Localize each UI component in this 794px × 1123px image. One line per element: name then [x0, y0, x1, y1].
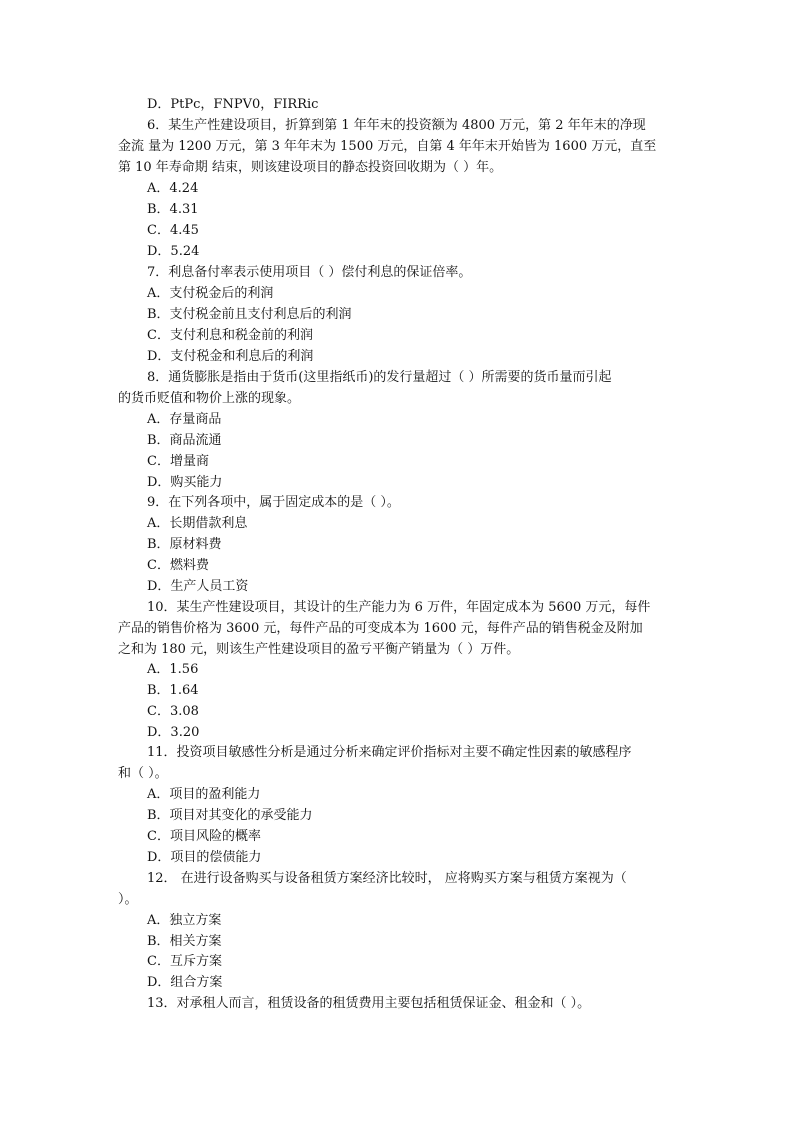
q7-option-b: B．支付税金前且支付利息后的利润: [147, 307, 352, 322]
q9-option-a: A．长期借款利息: [147, 516, 248, 531]
question-7-line-1: 7．利息备付率表示使用项目（ ）偿付利息的保证倍率。: [147, 265, 472, 280]
q10-option-a: A．1.56: [147, 662, 199, 677]
q8-option-d: D．购买能力: [147, 475, 223, 490]
question-6-line-3: 第 10 年寿命期 结束，则该建设项目的静态投资回收期为（ ）年。: [118, 160, 503, 175]
q12-option-b: B．相关方案: [147, 934, 222, 949]
q9-option-b: B．原材料费: [147, 537, 222, 552]
q12-option-d: D．组合方案: [147, 975, 223, 990]
question-9-line-1: 9．在下列各项中，属于固定成本的是（ ）。: [147, 495, 400, 510]
q11-option-a: A．项目的盈利能力: [147, 787, 261, 802]
q10-option-d: D．3.20: [147, 725, 200, 740]
q7-option-a: A．支付税金后的利润: [147, 286, 274, 301]
q9-option-d: D．生产人员工资: [147, 579, 249, 594]
q10-option-b: B．1.64: [147, 683, 199, 698]
q6-option-a: A．4.24: [147, 181, 199, 196]
question-10-line-1: 10．某生产性建设项目，其设计的生产能力为 6 万件，年固定成本为 5600 万元，每件: [147, 600, 651, 615]
q5-option-d: D．PtPc，FNPV0，FIRRic: [147, 97, 319, 112]
q6-option-b: B．4.31: [147, 202, 199, 217]
q8-option-b: B．商品流通: [147, 433, 222, 448]
question-10-line-2: 产品的销售价格为 3600 元，每件产品的可变成本为 1600 元，每件产品的销售税金及附加: [118, 621, 643, 636]
question-6-line-2: 金流 量为 1200 万元，第 3 年年末为 1500 万元，自第 4 年年末开始皆为 1600 万元，直至: [118, 139, 657, 154]
question-10-line-3: 之和为 180 元，则该生产性建设项目的盈亏平衡产销量为（ ）万件。: [118, 642, 520, 657]
q12-option-a: A．独立方案: [147, 913, 222, 928]
question-8-line-2: 的货币贬值和物价上涨的现象。: [118, 391, 301, 406]
q11-option-c: C．项目风险的概率: [147, 829, 261, 844]
question-12-line-1: 12． 在进行设备购买与设备租赁方案经济比较时， 应将购买方案与租赁方案视为（: [147, 871, 627, 886]
q11-option-b: B．项目对其变化的承受能力: [147, 808, 313, 823]
question-12-line-2: ）。: [118, 892, 138, 907]
q12-option-c: C．互斥方案: [147, 954, 222, 969]
q10-option-c: C．3.08: [147, 704, 199, 719]
q8-option-a: A．存量商品: [147, 412, 222, 427]
question-13-line-1: 13．对承租人而言，租赁设备的租赁费用主要包括租赁保证金、租金和（ ）。: [147, 996, 591, 1011]
q7-option-c: C．支付利息和税金前的利润: [147, 328, 313, 343]
question-11-line-2: 和（ ）。: [118, 766, 168, 781]
q6-option-d: D．5.24: [147, 244, 200, 259]
q9-option-c: C．燃料费: [147, 558, 209, 573]
question-6-line-1: 6．某生产性建设项目，折算到第 1 年年末的投资额为 4800 万元，第 2 年年末的净现: [147, 118, 646, 133]
question-11-line-1: 11．投资项目敏感性分析是通过分析来确定评价指标对主要不确定性因素的敏感程序: [147, 745, 632, 760]
q6-option-c: C．4.45: [147, 223, 199, 238]
question-8-line-1: 8．通货膨胀是指由于货币(这里指纸币)的发行量超过（ ）所需要的货币量而引起: [147, 370, 612, 385]
q8-option-c: C．增量商: [147, 454, 209, 469]
q11-option-d: D．项目的偿债能力: [147, 850, 262, 865]
q7-option-d: D．支付税金和利息后的利润: [147, 349, 314, 364]
